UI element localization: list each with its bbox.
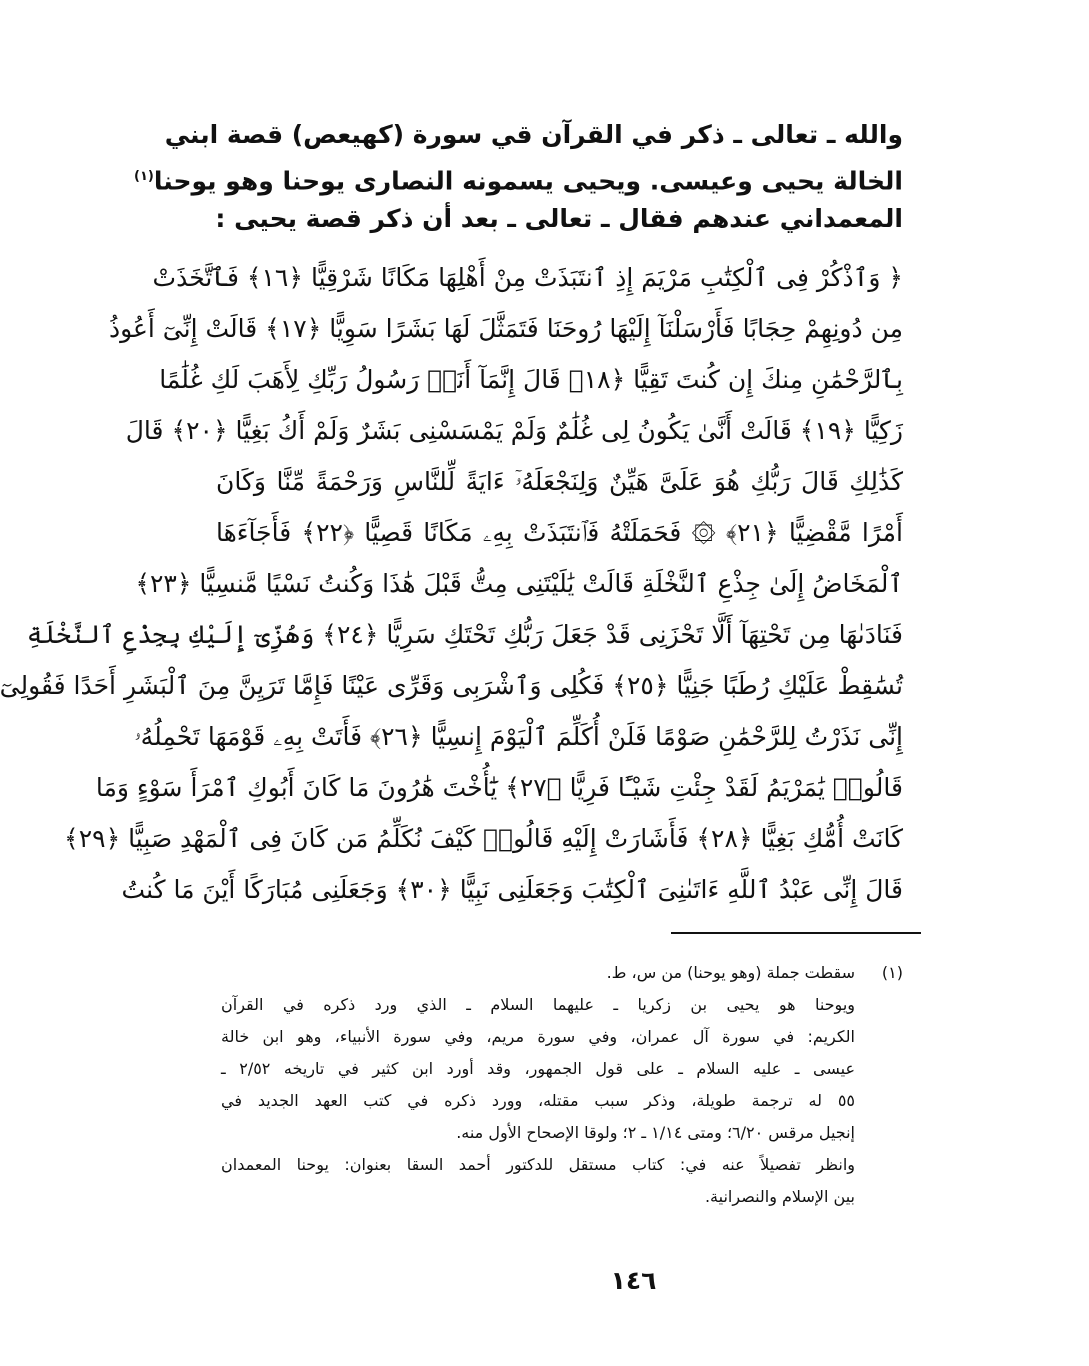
verse-line: أَمْرًا مَّقْضِيًّا ﴿٢١﴾ ۞ فَحَمَلَتْهُ فَٱنتَبَذَتْ بِهِۦ مَكَانًا قَصِيًّا ﴿٢٢﴾ فَأَجَآءَهَا (216, 518, 904, 547)
verse-line: زَكِيًّا ﴿١٩﴾ قَالَتْ أَنَّىٰ يَكُونُ لِى غُلَٰمٌ وَلَمْ يَمْسَسْنِى بَشَرٌ وَلَمْ أَكُ بَغِيًّا ﴿٢٠﴾ قَالَ (125, 416, 903, 445)
verse-line: ٱلْمَخَاضُ إِلَىٰ جِذْعِ ٱلنَّخْلَةِ قَالَتْ يَٰلَيْتَنِى مِتُّ قَبْلَ هَٰذَا وَكُنتُ نَسْيًا مَّنسِيًّا ﴿٢٣﴾ (135, 569, 903, 598)
footnote-line: إنجيل مرقس ٦/٢٠؛ ومتى ١/١٤ ـ ٢؛ ولوقا الإصحاح الأول منه. (456, 1123, 855, 1142)
verse-line: بِٱلرَّحْمَٰنِ مِنكَ إِن كُنتَ تَقِيًّا ﴿١٨﴾ قَالَ إِنَّمَآ أَنَا۠ رَسُولُ رَبِّكِ لِأَهَبَ لَكِ غُلَٰمًا (159, 365, 903, 394)
footnote-line: ويوحنا هو يحيى بن زكريا ـ عليهما السلام ـ الذي ورد ذكره في القرآن (221, 995, 855, 1014)
footnote-line: عيسى ـ عليه السلام ـ على قول الجمهور، وقد أورد ابن كثير في تاريخه ٢/٥٢ ـ (221, 1059, 855, 1078)
verse-line: ﴿ وَٱذْكُرْ فِى ٱلْكِتَٰبِ مَرْيَمَ إِذِ ٱنتَبَذَتْ مِنْ أَهْلِهَا مَكَانًا شَرْقِيًّا ﴿١٦﴾ فَٱتَّخَذَتْ (152, 263, 903, 292)
verse-line: إِنِّى نَذَرْتُ لِلرَّحْمَٰنِ صَوْمًا فَلَنْ أُكَلِّمَ ٱلْيَوْمَ إِنسِيًّا ﴿٢٦﴾ فَأَتَتْ بِهِۦ قَوْمَهَا تَحْمِلُهُۥ (134, 722, 903, 751)
footnotes (221, 957, 903, 1213)
footnote-line: (١) سقطت جملة (وهو يوحنا) من س، ط. (221, 957, 903, 989)
footnote-line: وانظر تفصيلاً عنه في: كتاب مستقل للدكتور أحمد السقا بعنوان: يوحنا المعمدان (221, 1155, 855, 1174)
footnote-line: بين الإسلام والنصرانية. (704, 1187, 855, 1206)
verse-line: تُسَٰقِطْ عَلَيْكِ رُطَبًا جَنِيًّا ﴿٢٥﴾ فَكُلِى وَٱشْرَبِى وَقَرِّى عَيْنًا فَإِمَّا تَرَيِنَّ مِنَ ٱلْبَشَرِ أَحَدًا فَقُولِىٓ (0, 671, 903, 700)
footnote-marker[interactable]: (١) (134, 169, 154, 184)
quran-verses-block (0, 252, 904, 915)
footnote-line: ٥٥ له ترجمة طويلة، وذكر سبب مقتله، وورد ذكره في كتب العهد الجديد في (221, 1091, 855, 1110)
verse-line: كَذَٰلِكِ قَالَ رَبُّكِ هُوَ عَلَىَّ هَيِّنٌ وَلِنَجْعَلَهُۥٓ ءَايَةً لِّلنَّاسِ وَرَحْمَةً مِّنَّا وَكَانَ (216, 467, 903, 496)
verse-line: قَالُوا۟ يَٰمَرْيَمُ لَقَدْ جِئْتِ شَيْـًٔا فَرِيًّا ﴿٢٧﴾ يَٰٓأُخْتَ هَٰرُونَ مَا كَانَ أَبُوكِ ٱمْرَأَ سَوْءٍ وَمَا (95, 773, 903, 802)
intro-line: والله ـ تعالى ـ ذكر في القرآن قي سورة (كهيعص) قصة ابني (164, 120, 903, 149)
footnote-number: (١) (881, 963, 903, 982)
intro-line: المعمداني عندهم فقال ـ تعالى ـ بعد أن ذكر قصة يحيى : (215, 204, 903, 233)
verse-line: كَانَتْ أُمُّكِ بَغِيًّا ﴿٢٨﴾ فَأَشَارَتْ إِلَيْهِ قَالُوا۟ كَيْفَ نُكَلِّمُ مَن كَانَ فِى ٱلْمَهْدِ صَبِيًّا ﴿٢٩﴾ (64, 824, 903, 853)
verse-line: مِن دُونِهِمْ حِجَابًا فَأَرْسَلْنَآ إِلَيْهَا رُوحَنَا فَتَمَثَّلَ لَهَا بَشَرًا سَوِيًّا ﴿١٧﴾ قَالَتْ إِنِّىٓ أَعُوذُ (108, 314, 903, 343)
footnote-line: الكريم: في سورة آل عمران، وفي سورة مريم، وفي سورة الأنبياء، وهو ابن خالة (221, 1027, 855, 1046)
verse-line: قَالَ إِنِّى عَبْدُ ٱللَّهِ ءَاتَىٰنِىَ ٱلْكِتَٰبَ وَجَعَلَنِى نَبِيًّا ﴿٣٠﴾ وَجَعَلَنِى مُبَارَكًا أَيْنَ مَا كُنتُ (121, 875, 903, 904)
intro-line: الخالة يحيى وعيسى. ويحيى يسمونه النصارى يوحنا وهو يوحنا$^{(١)}$ (134, 166, 903, 196)
intro-paragraph (134, 114, 903, 240)
footnote-separator (671, 932, 921, 934)
page-number: ١٤٦ (610, 1266, 657, 1295)
verse-line: فَنَادَىٰهَا مِن تَحْتِهَآ أَلَّا تَحْزَنِى قَدْ جَعَلَ رَبُّكِ تَحْتَكِ سَرِيًّا ﴿٢٤﴾ وَهُزِّىٓ إِلَيْكِ بِجِذْعِ ٱلنَّخْلَةِ (26, 620, 903, 649)
